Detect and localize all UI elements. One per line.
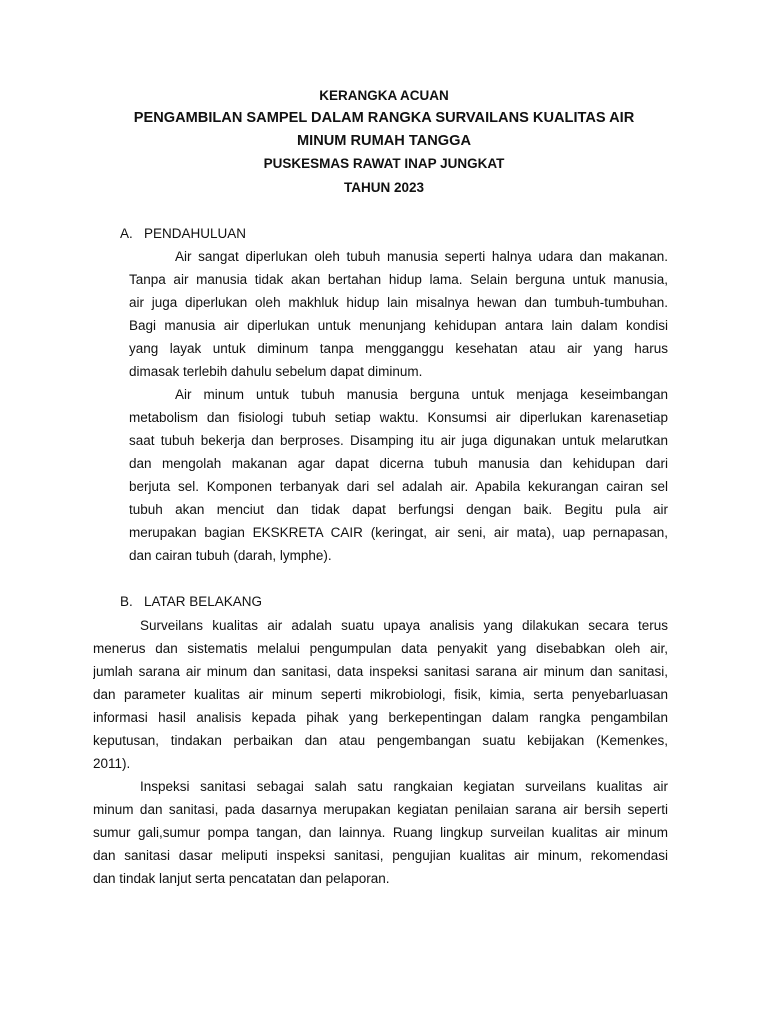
- section-a-line: yang layak untuk diminum tanpa mengganggu kesehatan atau air yang harus: [129, 341, 668, 356]
- section-a-line: saat tubuh bekerja dan berproses. Disamping itu air juga digunakan untuk melarutkan: [129, 433, 668, 448]
- section-a-line: dan cairan tubuh (darah, lymphe).: [129, 548, 332, 563]
- section-a-line: dimasak terlebih dahulu sebelum dapat diminum.: [129, 364, 423, 379]
- section-a-line: dan mengolah makanan agar dapat dicerna tubuh manusia dan kehidupan dari: [129, 456, 668, 471]
- section-b-line: 2011).: [93, 756, 131, 771]
- section-b-heading: [120, 594, 262, 610]
- section-a-line: Air sangat diperlukan oleh tubuh manusia seperti halnya udara dan makanan.: [175, 249, 668, 264]
- section-a-line: Tanpa air manusia tidak akan bertahan hidup lama. Selain berguna untuk manusia,: [129, 272, 668, 287]
- section-b-line: minum dan sanitasi, pada dasarnya merupakan kegiatan penilaian sarana air bersih seperti: [93, 802, 668, 817]
- document-year: TAHUN 2023: [343, 180, 425, 195]
- document-subtitle-line-1: PENGAMBILAN SAMPEL DALAM RANGKA SURVAILANS KUALITAS AIR: [133, 110, 635, 126]
- section-a-line: air juga diperlukan oleh makhluk hidup lain misalnya hewan dan tumbuh-tumbuhan.: [129, 295, 668, 310]
- section-b-line: Surveilans kualitas air adalah suatu upaya analisis yang dilakukan secara terus: [140, 618, 668, 633]
- section-a-heading: [120, 226, 246, 242]
- section-b-line: dan tindak lanjut serta pencatatan dan pelaporan.: [93, 871, 390, 886]
- section-a-letter: A.: [120, 226, 133, 241]
- section-a-title: PENDAHULUAN: [144, 226, 247, 241]
- section-b-title: LATAR BELAKANG: [144, 594, 263, 609]
- document-subtitle-line-2: MINUM RUMAH TANGGA: [296, 133, 472, 149]
- section-b-line: dan parameter kualitas air minum seperti mikrobiologi, fisik, kimia, serta penyebarluasan: [93, 687, 668, 702]
- section-a-line: Bagi manusia air diperlukan untuk menunjang kehidupan antara lain dalam kondisi: [129, 318, 668, 333]
- section-b-line: keputusan, tindakan perbaikan dan atau pengembangan suatu kebijakan (Kemenkes,: [93, 733, 668, 748]
- section-a-line: berjuta sel. Komponen terbanyak dari sel adalah air. Apabila kekurangan cairan sel: [129, 479, 668, 494]
- section-b-line: dan sanitasi dasar meliputi inspeksi sanitasi, pengujian kualitas air minum, rekomendasi: [93, 848, 668, 863]
- section-b-line: informasi hasil analisis kepada pihak yang berkepentingan dalam rangka pengambilan: [93, 710, 668, 725]
- section-b-letter: B.: [120, 594, 133, 609]
- section-b-line: menerus dan sistematis melalui pengumpulan data penyakit yang disebabkan oleh air,: [93, 641, 668, 656]
- section-a-line: merupakan bagian EKSKRETA CAIR (keringat, air seni, air mata), uap pernapasan,: [129, 525, 668, 540]
- section-b-line: Inspeksi sanitasi sebagai salah satu rangkaian kegiatan surveilans kualitas air: [140, 779, 668, 794]
- section-b-line: jumlah sarana air minum dan sanitasi, data inspeksi sanitasi sarana air minum dan sanitasi,: [93, 664, 668, 679]
- institution-name: PUSKESMAS RAWAT INAP JUNGKAT: [263, 156, 505, 171]
- section-a-line: Air minum untuk tubuh manusia berguna untuk menjaga keseimbangan: [175, 387, 668, 402]
- section-a-line: metabolism dan fisiologi tubuh setiap waktu. Konsumsi air diperlukan karenasetiap: [129, 410, 668, 425]
- document-title: KERANGKA ACUAN: [319, 88, 449, 103]
- section-b-line: sumur gali,sumur pompa tangan, dan lainnya. Ruang lingkup surveilan kualitas air minum: [93, 825, 668, 840]
- section-a-line: tubuh akan menciut dan tidak dapat berfungsi dengan baik. Begitu pula air: [129, 502, 668, 517]
